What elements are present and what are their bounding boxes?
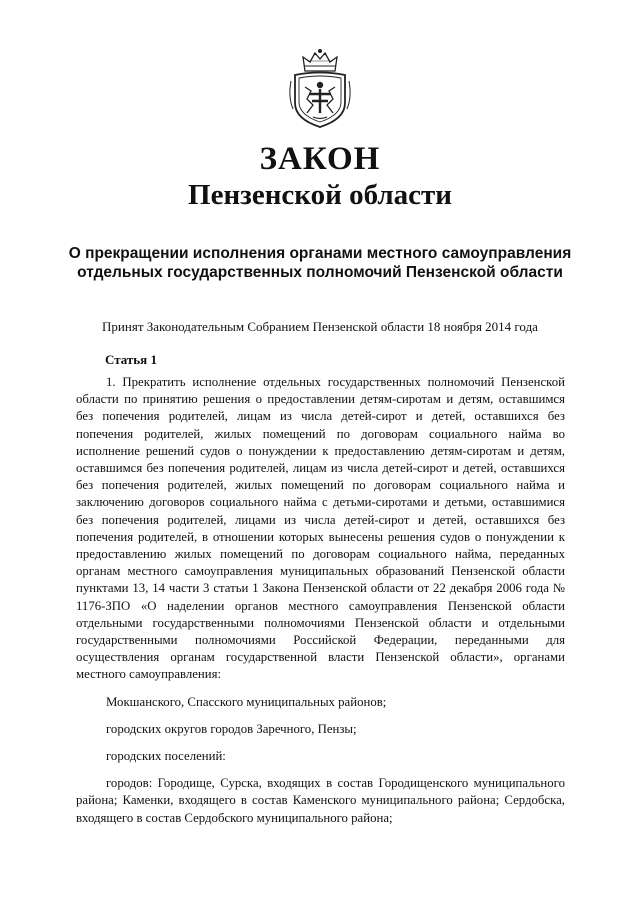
law-subject: О прекращении исполнения органами местного самоуправления отдельных государственных полномочий Пензенской области [68,245,572,281]
coat-of-arms-icon [287,47,353,129]
paragraph: городских округов городов Заречного, Пензы; [106,721,357,736]
law-title: ЗАКОН [259,141,381,177]
paragraph: Мокшанского, Спасского муниципальных районов; [106,694,387,709]
article-heading: Статья 1 [105,352,157,367]
paragraph: городских поселений: [106,749,226,764]
law-region: Пензенской области [188,179,452,211]
article-body [76,374,565,827]
adoption-statement: Принят Законодательным Собранием Пензенской области 18 ноября 2014 года [102,319,538,334]
paragraph: 1. Прекратить исполнение отдельных государственных полномочий Пензенской области по принятию решения о предоставлении детям-сиротам и детям, оставшимся без попечения родителей, лицам из числа детей-сирот и детей, оставшихся без попечения родителей, жилых помещений по договорам социального найма во исполнение решений судов о понуждении к предоставлению детям-сиротам и детям, оставшимся без попечения родителей, лицам из числа детей-сирот и детей, оставшихся без попечения родителей, жилых помещений по договорам социального найма и заключению договоров социального найма с детьми-сиротами и детьми, оставшимися без попечения родителей, лицами из числа детей-сирот и детей, оставшихся без попечения родителей, в отношении которых вынесены решения судов о понуждении к предоставлению жилых помещений по договорам социального найма, переданных органам местного самоуправления муниципальных образований Пензенской области пунктами 13, 14 части 3 статьи 1 Закона Пензенской области от 22 декабря 2006 года № 1176-ЗПО «О наделении органов местного самоуправления Пензенской области отдельными государственными полномочиями Пензенской области и отдельными государственными полномочиями Российской Федерации, переданными для осуществления органам государственной власти Пензенской области», органами местного самоуправления: [76,375,565,682]
paragraph: городов: Городище, Сурска, входящих в состав Городищенского муниципального района; Каменки, входящего в состав Каменского муниципального района; Сердобска, входящего в состав Сердобского муниципального района; [76,776,565,825]
